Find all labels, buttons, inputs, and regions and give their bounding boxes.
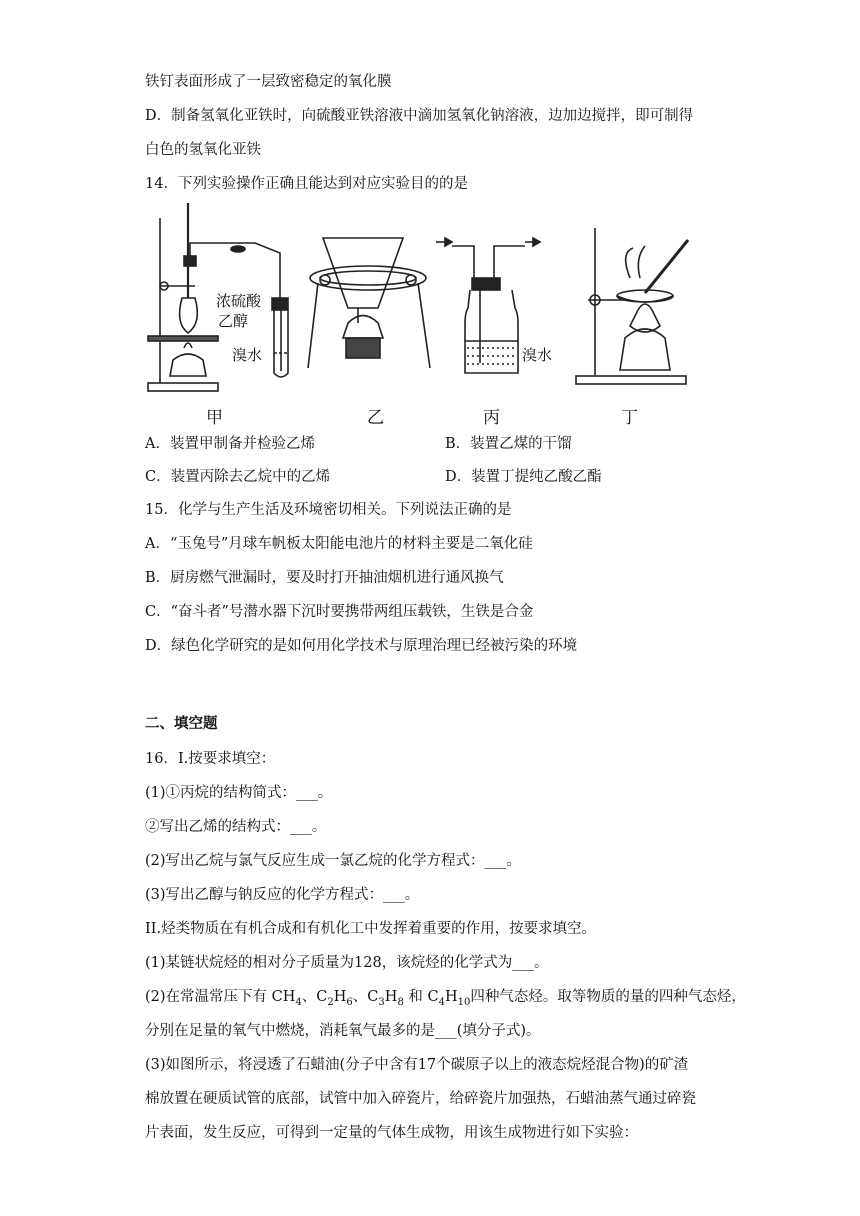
q15-option-b: B．厨房燃气泄漏时，要及时打开抽油烟机进行通风换气 xyxy=(145,570,504,586)
question-16-intro: 16．I.按要求填空： xyxy=(145,751,276,767)
q16-ii-2-suffix: 四种气态烃。取等物质的量的四种气态烃， xyxy=(470,989,746,1005)
q16-part-3: (3)写出乙醇与钠反应的化学方程式：___。 xyxy=(145,887,420,903)
q16-part-2: (2)写出乙烷与氯气反应生成一氯乙烷的化学方程式：___。 xyxy=(145,853,521,869)
caption-ding: 丁 xyxy=(621,408,638,428)
label-concentrated-sulfuric-acid: 浓硫酸 xyxy=(216,292,262,310)
q14-option-a: A．装置甲制备并检验乙烯 xyxy=(145,436,315,452)
q16-ii-2-continuation: 分别在足量的氧气中燃烧，消耗氧气最多的是___(填分子式)。 xyxy=(145,1023,541,1039)
q14-option-d: D．装置丁提纯乙酸乙酯 xyxy=(445,469,602,485)
caption-bing: 丙 xyxy=(483,408,500,428)
label-bromine-water-bing: 溴水 xyxy=(522,346,553,364)
q15-option-d: D．绿色化学研究的是如何用化学技术与原理治理已经被污染的环境 xyxy=(145,638,578,654)
label-ethanol: 乙醇 xyxy=(218,312,249,330)
caption-jia: 甲 xyxy=(206,408,223,428)
q16-ii-2-prefix: (2)在常温常压下有 xyxy=(145,989,268,1005)
apparatus-figure xyxy=(140,198,710,428)
q16-ii-1: (1)某链状烷烃的相对分子质量为128，该烷烃的化学式为___。 xyxy=(145,955,549,971)
label-bromine-water-jia: 溴水 xyxy=(232,346,263,364)
q16-section-ii: II.烃类物质在有机合成和有机化工中发挥着重要的作用，按要求填空。 xyxy=(145,921,597,937)
text-line: 铁钉表面形成了一层致密稳定的氧化膜 xyxy=(145,74,392,90)
option-d-line: D．制备氢氧化亚铁时，向硫酸亚铁溶液中滴加氢氧化钠溶液，边加边搅拌，即可制得 xyxy=(145,108,694,124)
apparatus-ding xyxy=(576,228,688,384)
q15-option-a: A．“玉兔号”月球车帆板太阳能电池片的材料主要是二氧化硅 xyxy=(145,536,533,552)
apparatus-yi xyxy=(308,238,430,368)
q14-option-c: C．装置丙除去乙烷中的乙烯 xyxy=(145,469,331,485)
q16-ii-2 xyxy=(145,987,746,1007)
section-title-fill-in: 二、填空题 xyxy=(145,715,218,732)
option-d-continuation: 白色的氢氧化亚铁 xyxy=(145,142,261,158)
q16-part-1-1: (1)①丙烷的结构简式：___。 xyxy=(145,785,333,801)
caption-yi: 乙 xyxy=(367,408,384,428)
q16-ii-3-line2: 棉放置在硬质试管的底部，试管中加入碎瓷片，给碎瓷片加强热，石蜡油蒸气通过碎瓷 xyxy=(145,1091,696,1107)
q16-ii-3-line1: (3)如图所示，将浸透了石蜡油(分子中含有17个碳原子以上的液态烷烃混合物)的矿渣 xyxy=(145,1057,689,1073)
q14-option-b: B．装置乙煤的干馏 xyxy=(445,436,572,452)
q16-ii-3-line3: 片表面，发生反应，可得到一定量的气体生成物，用该生成物进行如下实验： xyxy=(145,1125,638,1141)
q16-part-1-2: ②写出乙烯的结构式：___。 xyxy=(145,819,327,835)
q15-option-c: C．“奋斗者”号潜水器下沉时要携带两组压载铁，生铁是合金 xyxy=(145,604,534,620)
question-15-stem: 15．化学与生产生活及环境密切相关。下列说法正确的是 xyxy=(145,502,512,518)
question-14-stem: 14．下列实验操作正确且能达到对应实验目的的是 xyxy=(145,176,468,192)
formula-list: $CH_4$、$C_2H_6$、$C_3H_8$ 和 $C_4H_{10}$ xyxy=(271,989,471,1008)
